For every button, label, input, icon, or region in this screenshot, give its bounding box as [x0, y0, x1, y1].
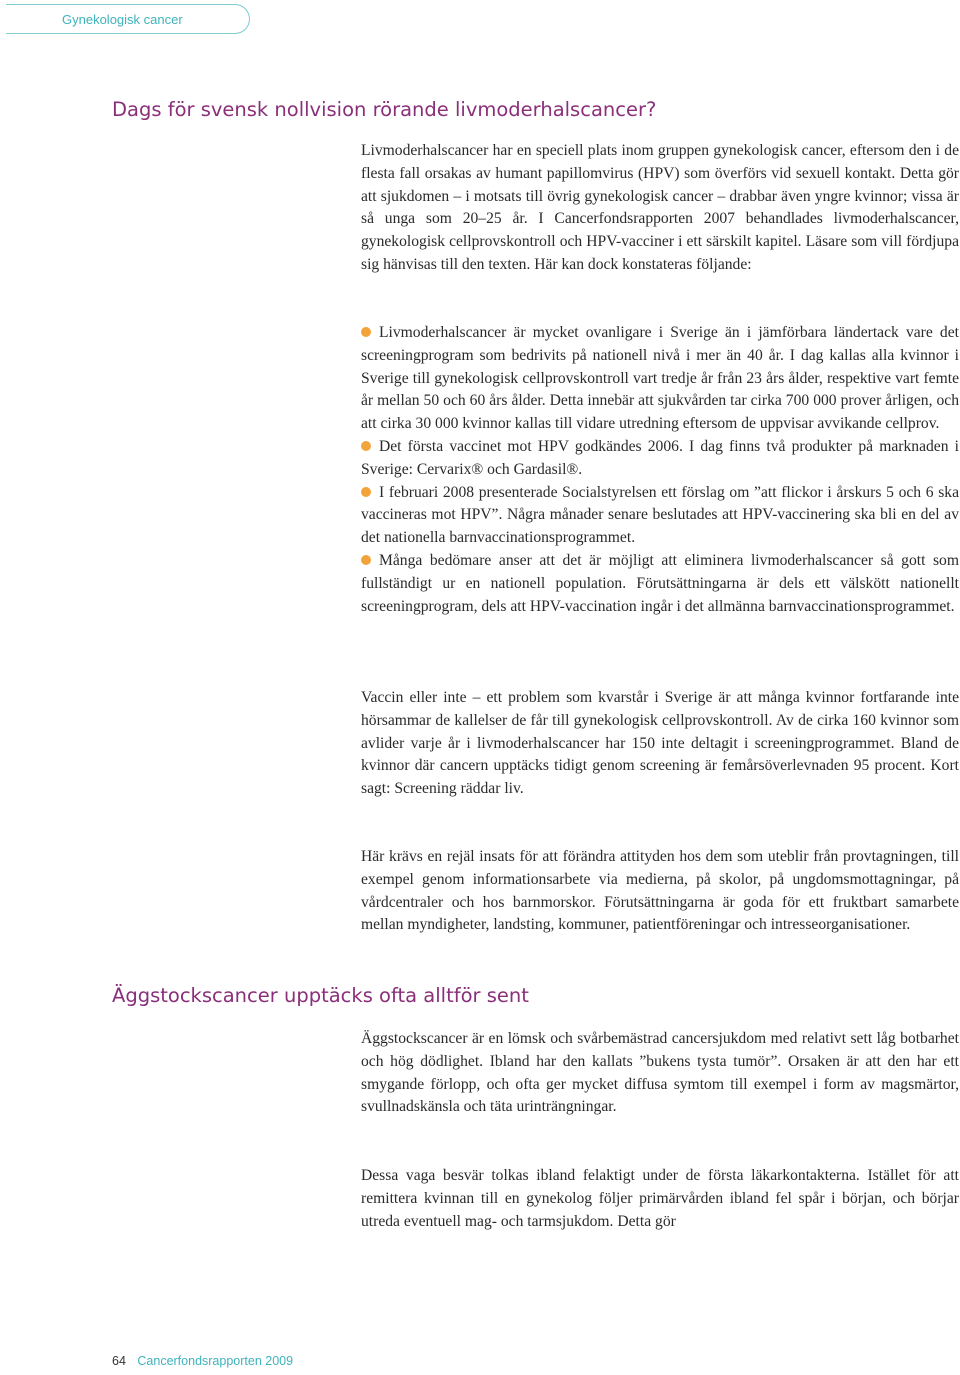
bullet-item — [361, 322, 959, 436]
intro-text: Livmoderhalscancer har en speciell plats inom gruppen gynekologisk cancer, eftersom den i de flesta fall orsakas av humant papillomvirus (HPV) som överförs vid sexuell kontakt. Detta gör att sjukdomen – i motsats till övrig gynekologisk cancer – drabbar även yngre kvinnor; vissa är så unga som 20–25 år. I Cancerfondsrapporten 2007 behandlades livmoderhalscancer, gynekologisk cellprovskontroll och HPV-vacciner i ett särskilt kapitel. Läsare som vill fördjupa sig hänvisas till den texten. Här kan dock konstateras följande: — [361, 142, 959, 273]
bullet-text: Många bedömare anser att det är möjligt att eliminera livmoderhalscancer så gott som fullständigt ur en nationell population. Förutsättningarna är dels ett välskött nationellt screeningprogram, dels att HPV-vaccination ingår i det allmänna barnvaccinationsprogrammet. — [361, 551, 959, 615]
bullet-dot-icon — [361, 487, 371, 497]
bullet-item — [361, 550, 959, 618]
intro-paragraph — [361, 140, 959, 277]
bullet-dot-icon — [361, 327, 371, 337]
bullet-text: Det första vaccinet mot HPV godkändes 2006. I dag finns två produkter på marknaden i Sverige: Cervarix® och Gardasil®. — [361, 437, 959, 478]
bullet-text: Livmoderhalscancer är mycket ovanligare i Sverige än i jämförbara ländertack vare det screeningprogram som bedrivits på nationell nivå i mer än 40 år. I dag kallas alla kvinnor i Sverige till gynekologisk cellprovskontroll vart tredje år från 23 års ålder, respektive vart femte år mellan 50 och 60 års ålder. Detta innebär att sjukvården tar cirka 700 000 prover årligen, och att cirka 30 000 kvinnor kallas till vidare utredning eftersom de uppvisar avvikande cellprov. — [361, 324, 959, 433]
bullet-dot-icon — [361, 441, 371, 451]
paragraph-text: Vaccin eller inte – ett problem som kvarstår i Sverige är att många kvinnor fortfarande inte hörsammar de kallelser de får till gynekologisk cellprovskontroll. Av de cirka 160 kvinnor som avlider varje år i livmoderhalscancer har 150 inte deltagit i screeningprogrammet. Bland de kvinnor där cancern upptäcks tidigt genom screening är femårsöverlevnaden 95 procent. Kort sagt: Screening räddar liv. — [361, 689, 959, 798]
bullet-dot-icon — [361, 555, 371, 565]
bullet-text: I februari 2008 presenterade Socialstyrelsen ett förslag om ”att flickor i årskurs 5 och 6 ska vaccineras mot HPV”. Några månader senare beslutades att HPV-vaccinering ska bli en del av det nationella barnvaccinationsprogrammet. — [361, 483, 959, 547]
publication-title: Cancerfondsrapporten 2009 — [137, 1354, 294, 1368]
body-paragraph — [361, 1165, 959, 1233]
bullet-list — [361, 322, 959, 618]
paragraph-text: Dessa vaga besvär tolkas ibland felaktigt under de första läkarkontakterna. Istället för att remittera kvinnan till en gynekolog följer primärvården ibland fel spår i början, och börjar utreda eventuell mag- och tarmsjukdom. Detta gör — [361, 1167, 959, 1230]
page-footer — [112, 1354, 293, 1368]
paragraph-text: Äggstockscancer är en lömsk och svårbemästrad cancersjukdom med relativt sett låg botbarhet och hög dödlighet. Ibland har den kallats ”bukens tysta tumör”. Orsaken är att den har ett smygande förlopp, och ofta ger mycket diffusa symtom till exempel i form av magsmärtor, svullnadskänsla och täta urinträngningar. — [361, 1030, 959, 1116]
page-number: 64 — [112, 1354, 126, 1368]
bullet-item — [361, 436, 959, 482]
paragraph-text: Här krävs en rejäl insats för att förändra attityden hos dem som uteblir från provtagningen, till exempel genom informationsarbete via medierna, på skolor, på ungdomsmottagningar, på vårdcentraler och hos barnmorskor. Förutsättningarna är goda för ett fruktbart samarbete mellan myndigheter, landsting, kommuner, patientföreningar och intresseorganisationer. — [361, 848, 959, 934]
bullet-item — [361, 482, 959, 550]
body-paragraph — [361, 846, 959, 937]
section-tab-label: Gynekologisk cancer — [62, 12, 183, 27]
section-tab — [6, 4, 250, 34]
section-heading-ovarian-cancer: Äggstockscancer upptäcks ofta alltför sent — [112, 984, 529, 1007]
body-paragraph — [361, 687, 959, 801]
body-paragraph — [361, 1028, 959, 1119]
section-heading-cervical-cancer: Dags för svensk nollvision rörande livmoderhalscancer? — [112, 98, 657, 121]
